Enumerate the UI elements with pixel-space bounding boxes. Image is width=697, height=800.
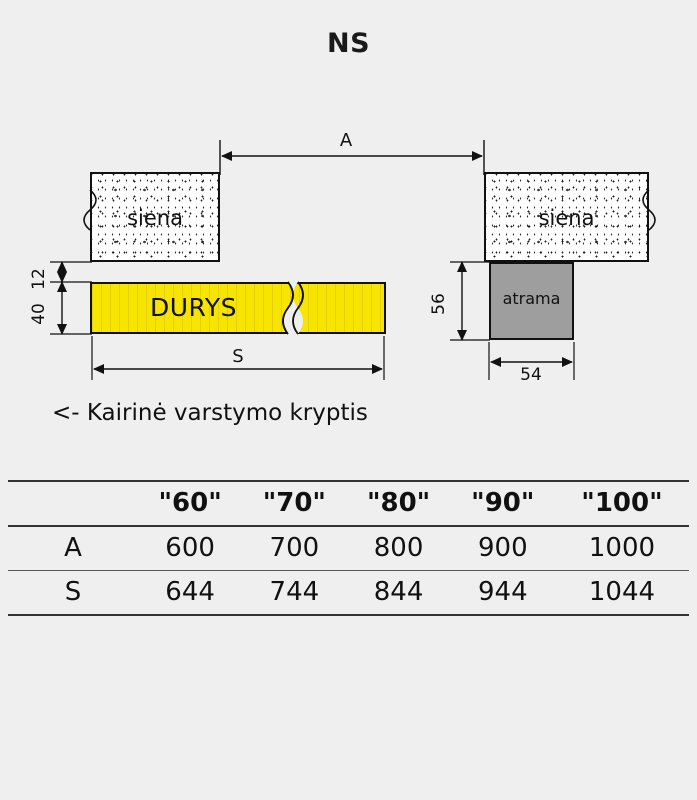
table-cell: 744 — [242, 571, 346, 616]
table-header-row — [8, 481, 689, 526]
table-cell: 1044 — [555, 571, 689, 616]
dim-label-a: A — [339, 130, 353, 151]
dimension-overlay — [0, 90, 697, 450]
wall-break-right — [643, 190, 655, 230]
table-header-cell: "90" — [451, 481, 555, 526]
table-header-cell — [8, 481, 138, 526]
door-label: DURYS — [150, 293, 237, 322]
table-cell: 800 — [346, 526, 450, 571]
table-cell: 700 — [242, 526, 346, 571]
table-cell: 1000 — [555, 526, 689, 571]
dim-label-12: 12 — [29, 268, 49, 290]
dim-label-54: 54 — [520, 365, 542, 385]
table-header-cell: "60" — [138, 481, 242, 526]
left-wall-label: siena — [127, 206, 183, 230]
dim-label-s: S — [232, 346, 244, 367]
table-header-cell: "70" — [242, 481, 346, 526]
table-row-label: S — [8, 571, 138, 616]
technical-drawing — [0, 90, 697, 450]
table-cell: 944 — [451, 571, 555, 616]
support-label: atrama — [502, 289, 561, 308]
dimension-table — [8, 480, 689, 616]
page-title: NS — [326, 28, 371, 59]
dim-label-56: 56 — [429, 293, 449, 315]
right-wall-label: siena — [538, 206, 595, 230]
table-header-cell: "100" — [555, 481, 689, 526]
table-cell: 644 — [138, 571, 242, 616]
dimension-table-wrapper — [8, 480, 689, 616]
table-cell: 900 — [451, 526, 555, 571]
opening-direction-note: <- Kairinė varstymo kryptis — [52, 400, 368, 426]
table-row-label: A — [8, 526, 138, 571]
dim-label-40: 40 — [29, 303, 49, 325]
table-header-cell: "80" — [346, 481, 450, 526]
table-cell: 600 — [138, 526, 242, 571]
table-cell: 844 — [346, 571, 450, 616]
table-row — [8, 571, 689, 616]
wall-break-left — [84, 190, 96, 230]
table-row — [8, 526, 689, 571]
